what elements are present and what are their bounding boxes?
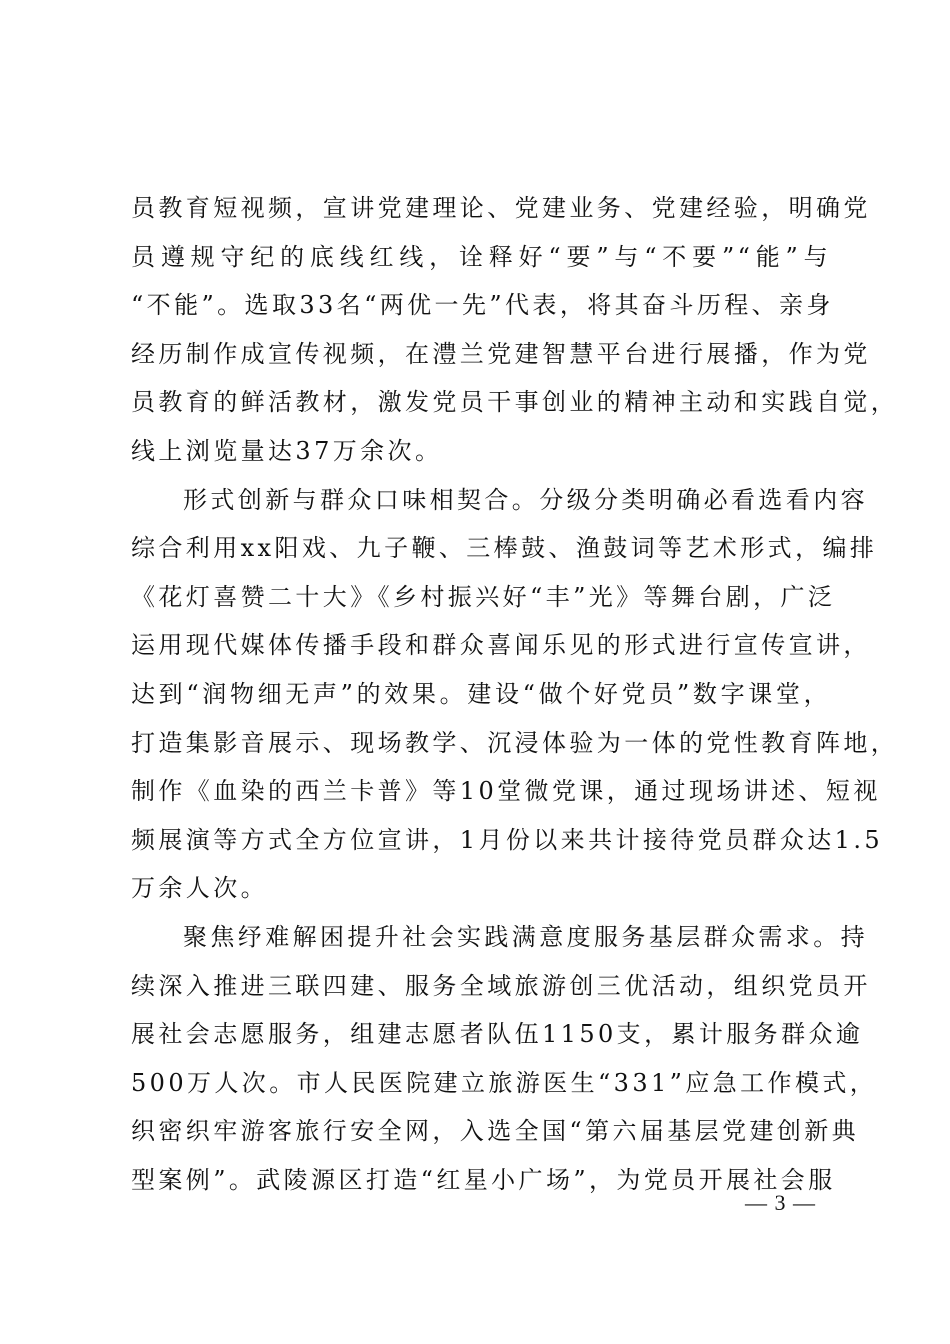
text-line: 综合利用xx阳戏、九子鞭、三棒鼓、渔鼓词等艺术形式，编排 [131, 534, 878, 563]
text-line: 打造集影音展示、现场教学、沉浸体验为一体的党性教育阵地， [131, 728, 899, 757]
text-line: 续深入推进三联四建、服务全域旅游创三优活动，组织党员开 [131, 971, 871, 1000]
page-number: — 3 — [745, 1190, 816, 1215]
text-line: 线上浏览量达37万余次。 [131, 436, 443, 465]
text-line: 达到“润物细无声”的效果。建设“做个好党员”数字课堂， [131, 679, 831, 708]
text-line: 型案例”。武陵源区打造“红星小广场”，为党员开展社会服 [131, 1165, 836, 1194]
text-line: 经历制作成宣传视频，在澧兰党建智慧平台进行展播，作为党 [131, 339, 871, 368]
text-line: 员教育短视频，宣讲党建理论、党建业务、党建经验，明确党 [131, 194, 871, 222]
text-line: 500万人次。市人民医院建立旅游医生“331”应急工作模式， [131, 1068, 878, 1097]
text-line: 形式创新与群众口味相契合。分级分类明确必看选看内容 [183, 485, 868, 514]
text-line: 织密织牢游客旅行安全网，入选全国“第六届基层党建创新典 [131, 1117, 860, 1146]
text-line: 运用现代媒体传播手段和群众喜闻乐见的形式进行宣传宣讲， [131, 631, 871, 660]
document-body [131, 184, 899, 1204]
text-line: 展社会志愿服务，组建志愿者队伍1150支，累计服务群众逾 [131, 1020, 864, 1049]
text-line: 聚焦纾难解困提升社会实践满意度服务基层群众需求。持 [183, 922, 868, 951]
text-line: 员教育的鲜活教材，激发党员干事创业的精神主动和实践自觉， [131, 388, 899, 417]
text-line: 频展演等方式全方位宣讲，1月份以来共计接待党员群众达1.5 [131, 825, 884, 854]
text-line: 员遵规守纪的底线红线，诠释好“要”与“不要”“能”与 [131, 242, 831, 271]
text-line: 万余人次。 [131, 874, 268, 903]
text-line: “不能”。选取33名“两优一先”代表，将其奋斗历程、亲身 [131, 291, 834, 320]
text-line: 《花灯喜赞二十大》《乡村振兴好“丰”光》等舞台剧，广泛 [131, 582, 836, 611]
text-line: 制作《血染的西兰卡普》等10堂微党课，通过现场讲述、短视 [131, 777, 881, 806]
